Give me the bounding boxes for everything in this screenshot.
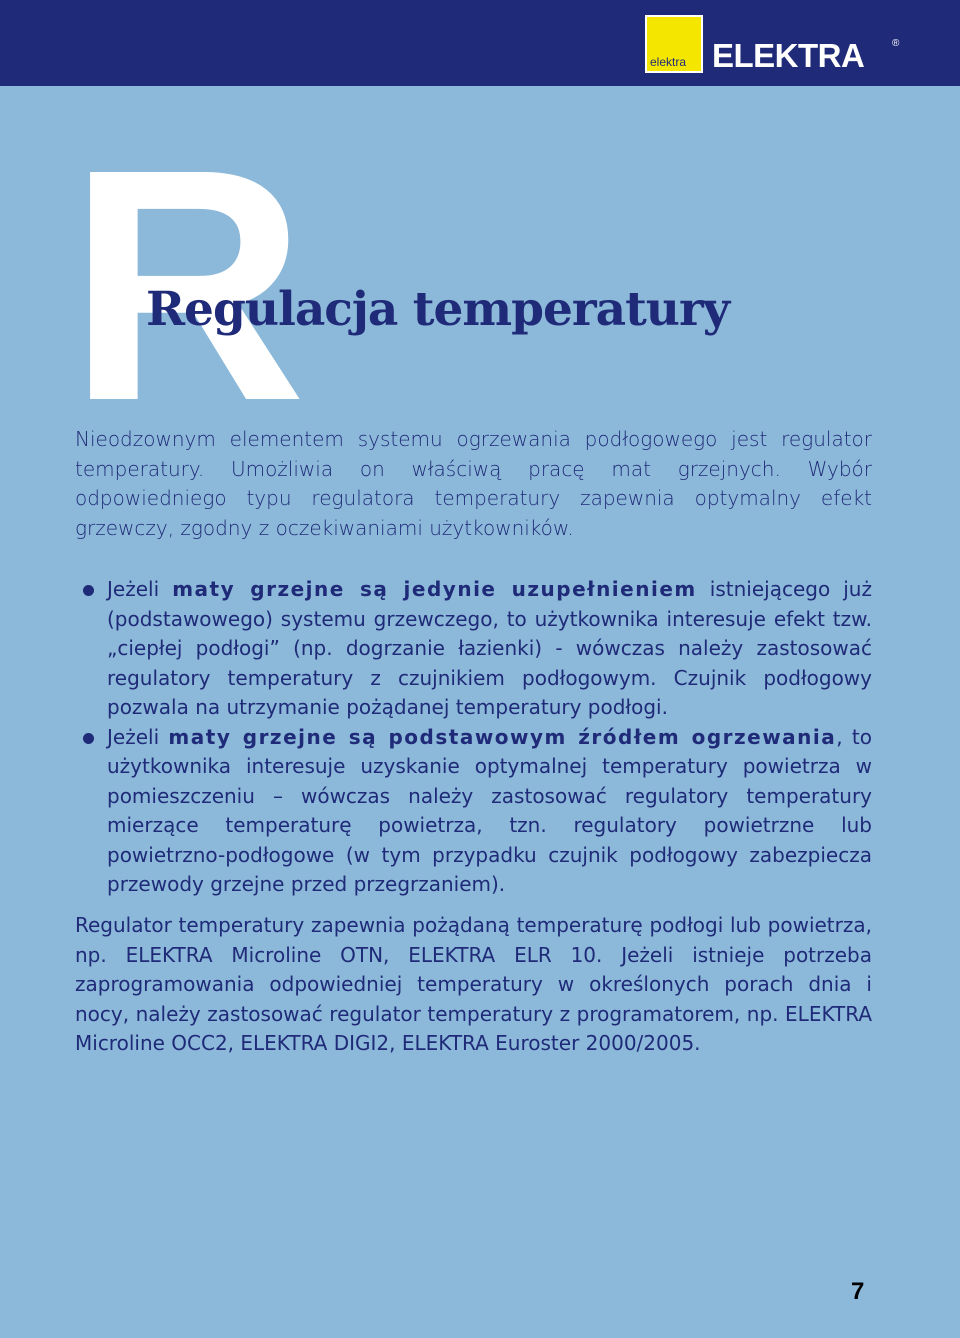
bullet-bold-text: maty grzejne są jedynie uzupełnieniem (172, 577, 697, 601)
intro-paragraph: Nieodzownym elementem systemu ogrzewania podłogowego jest regulator temperatury. Umożliwia on właściwą pracę mat grzejnych. Wybór odpowiedniego typu regulatora temperatury zapewnia optymalny efekt grzewczy, zgodny z oczekiwaniami użytkowników. (75, 427, 872, 540)
list-item (75, 575, 872, 723)
header-bar (0, 0, 960, 86)
elektra-logo (645, 15, 703, 73)
bullet-text-after: istniejącego już (podstawowego) systemu grzewczego, to użytkownika interesuje efekt tzw. „ciepłej podłogi” (np. dogrzanie łazienki) - wówczas należy zastosować regulatory temperatury z czujnikiem podłogowym. Czujnik podłogowy pozwala na utrzymanie pożądanej temperatury podłogi. (107, 577, 872, 719)
bullet-dot-icon (83, 585, 94, 596)
logo-yellow-square (647, 17, 701, 71)
bullet-text-after: , to użytkownika interesuje uzyskanie optymalnej temperatury powietrza w pomieszczeniu – wówczas należy zastosować regulatory temperatury mierzące temperaturę powietrza, tzn. regulatory powietrzne lub powietrzno-podłogowe (w tym przypadku czujnik podłogowy zabezpiecza przewody grzejne przed przegrzaniem). (107, 724, 873, 896)
decorative-initial: R (68, 100, 297, 469)
page-number: 7 (851, 1278, 865, 1305)
bullet-bold-text: maty grzejne są podstawowym źródłem ogrzewania (168, 724, 837, 749)
list-item (75, 723, 872, 900)
brand-name: ELEKTRA (712, 37, 865, 74)
bullet-list (75, 575, 872, 900)
bullet-text-before: Jeżeli (107, 724, 169, 749)
bullet-dot-icon (83, 733, 94, 744)
page-title: Regulacja temperatury (146, 282, 730, 337)
bullet-text-before: Jeżeli (107, 577, 173, 601)
logo-small-text: elektra (650, 55, 687, 69)
registered-mark: ® (892, 38, 900, 49)
closing-paragraph: Regulator temperatury zapewnia pożądaną temperaturę podłogi lub powietrza, np. ELEKTRA Microline OTN, ELEKTRA ELR 10. Jeżeli istnieje potrzeba zaprogramowania odpowiedniej temperatury w określonych porach dnia i nocy, należy zastosować regulator temperatury z programatorem, np. ELEKTRA Microline OCC2, ELEKTRA DIGI2, ELEKTRA Euroster 2000/2005. (75, 913, 872, 1055)
